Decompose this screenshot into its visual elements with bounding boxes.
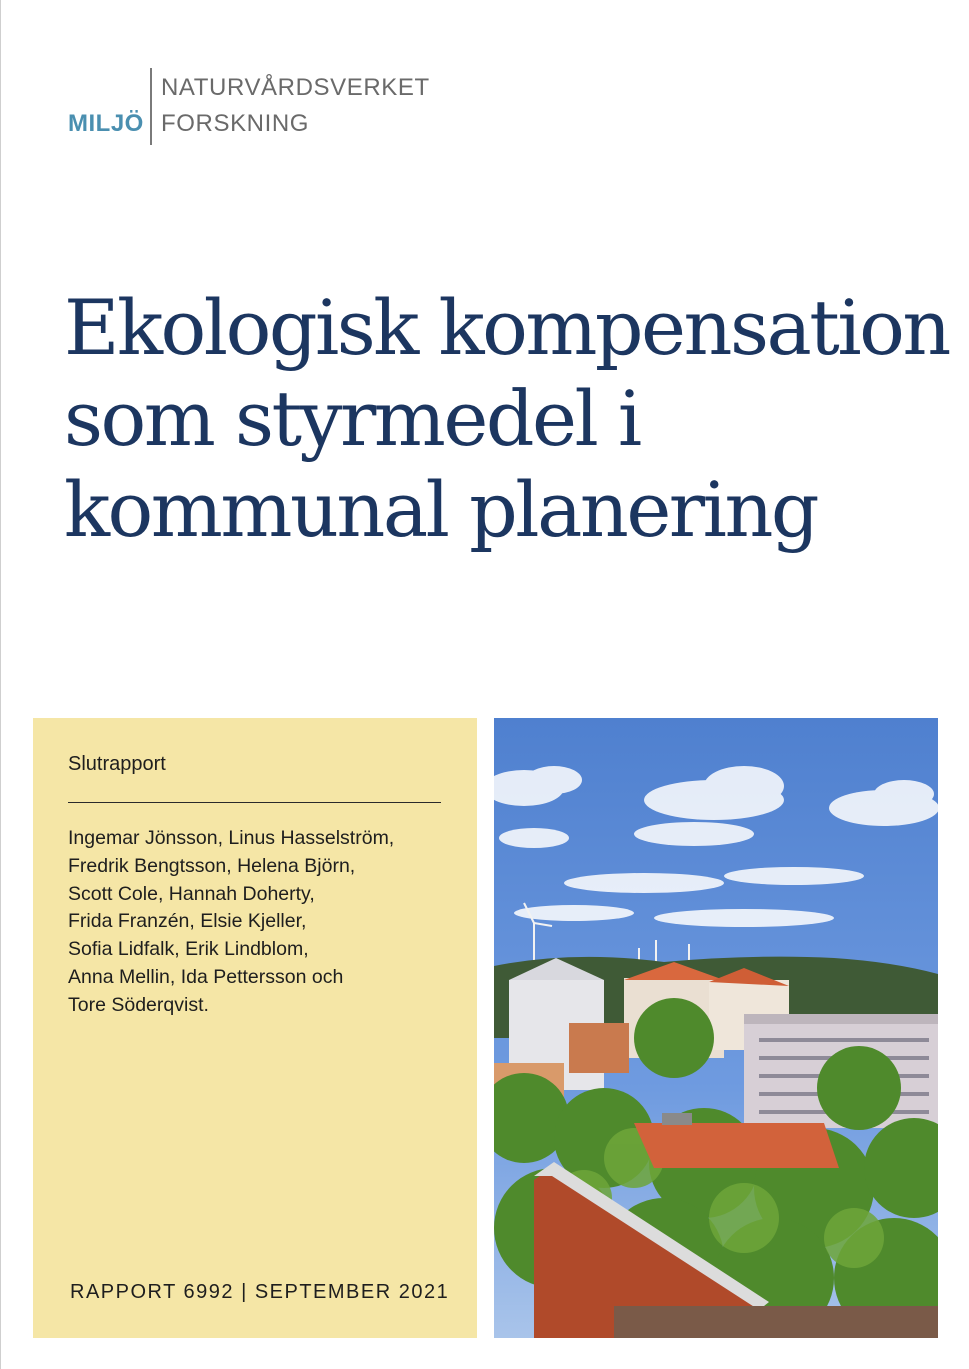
author-line: Scott Cole, Hannah Doherty,: [68, 882, 315, 905]
logo-program-name: FORSKNING: [161, 110, 310, 137]
author-line: Anna Mellin, Ida Pettersson och: [68, 965, 344, 988]
report-number: RAPPORT 6992 | SEPTEMBER 2021: [70, 1281, 450, 1303]
info-panel: [33, 718, 477, 1338]
author-list: [68, 825, 463, 1020]
author-line: Sofia Lidfalk, Erik Lindblom,: [68, 938, 309, 961]
logo-divider: [150, 68, 152, 145]
report-type: Slutrapport: [68, 753, 166, 775]
author-line: Ingemar Jönsson, Linus Hasselström,: [68, 827, 395, 849]
author-line: Frida Franzén, Elsie Kjeller,: [68, 910, 307, 933]
title-line: som styrmedel i: [64, 374, 640, 463]
page-edge: [0, 0, 1, 1369]
title-line: kommunal planering: [64, 465, 818, 554]
logo-agency-name: NATURVÅRDSVERKET: [161, 74, 430, 101]
author-line: Tore Söderqvist.: [68, 993, 209, 1016]
report-title: [64, 282, 949, 555]
divider: [68, 802, 441, 803]
author-line: Fredrik Bengtsson, Helena Björn,: [68, 854, 356, 877]
title-line: Ekologisk kompensation: [64, 283, 949, 372]
logo-brand: MILJÖ: [68, 110, 144, 137]
cover-photo: [494, 718, 938, 1338]
